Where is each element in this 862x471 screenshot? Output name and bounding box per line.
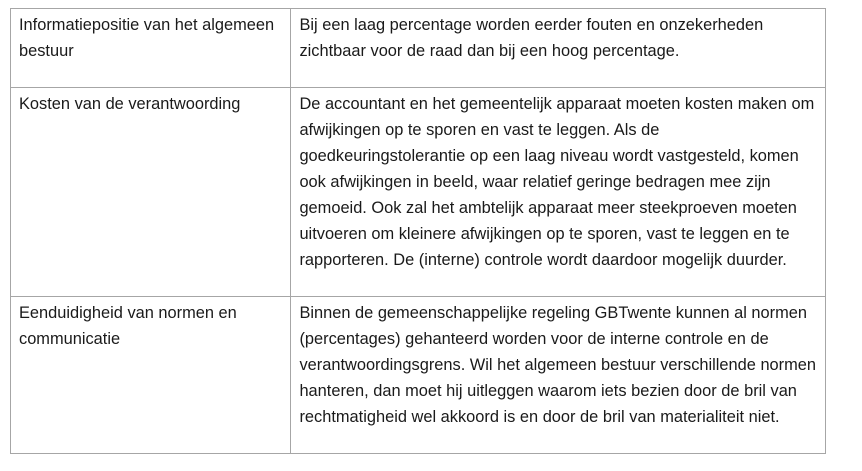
description-cell: Bij een laag percentage worden eerder fouten en onzekerheden zichtbaar voor de raad dan bij een hoog percentage.: [291, 9, 826, 88]
term-cell: Eenduidigheid van normen en communicatie: [11, 297, 291, 454]
description-cell: Binnen de gemeenschappelijke regeling GBTwente kunnen al normen (percentages) gehanteerd worden voor de interne controle en de verantwoordingsgrens. Wil het algemeen bestuur verschillende normen hanteren, dan moet hij uitleggen waarom iets bezien door de bril van rechtmatigheid wel akkoord is en door de bril van materialiteit niet.: [291, 297, 826, 454]
description-cell: De accountant en het gemeentelijk apparaat moeten kosten maken om afwijkingen op te sporen en vast te leggen. Als de goedkeuringstolerantie op een laag niveau wordt vastgesteld, komen ook afwijkingen in beeld, waar relatief geringe bedragen mee zijn gemoeid. Ook zal het ambtelijk apparaat meer steekproeven moeten uitvoeren om kleinere afwijkingen op te sporen, vast te leggen en te rapporteren. De (interne) controle wordt daardoor mogelijk duurder.: [291, 88, 826, 297]
table-row: [11, 88, 826, 297]
term-cell: Informatiepositie van het algemeen bestuur: [11, 9, 291, 88]
table-row: [11, 297, 826, 454]
document-table: [10, 8, 826, 454]
term-cell: Kosten van de verantwoording: [11, 88, 291, 297]
table-row: [11, 9, 826, 88]
